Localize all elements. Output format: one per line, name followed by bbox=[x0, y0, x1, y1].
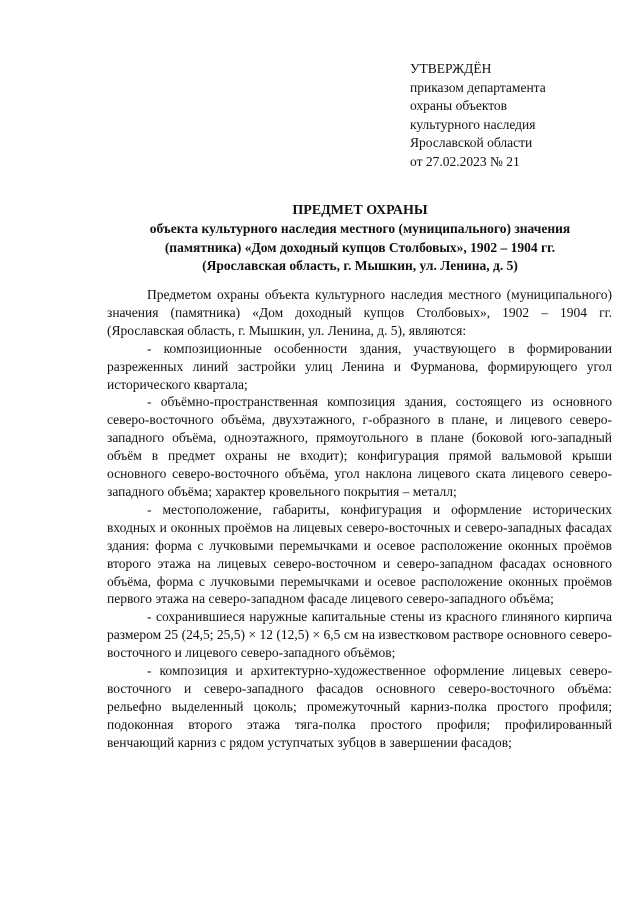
title-line: (Ярославская область, г. Мышкин, ул. Ленина, д. 5) bbox=[202, 257, 518, 273]
title-line: объекта культурного наследия местного (муниципального) значения bbox=[149, 221, 571, 237]
approval-line: Ярославской области bbox=[410, 135, 533, 150]
title-heading: ПРЕДМЕТ ОХРАНЫ bbox=[292, 203, 428, 218]
intro-paragraph: Предметом охраны объекта культурного наследия местного (муниципального) значения (памятника) «Дом доходный купцов Столбовых», 1902 – 1904 гг. (Ярославская область, г. Мышкин, ул. Ленина, д. 5), являются: bbox=[107, 287, 612, 338]
list-item: - композиция и архитектурно-художественное оформление лицевых северо-восточного и северо-западного фасадов основного северо-восточного объёма: рельефно выделенный цоколь; промежуточный карниз-полка простого профиля; подоконная второго этажа тяга-полка простого профиля; профилированный венчающий карниз с рядом уступчатых зубцов в завершении фасадов; bbox=[107, 663, 612, 750]
document-body bbox=[107, 286, 612, 752]
list-item: - местоположение, габариты, конфигурация и оформление исторических входных и оконных проёмов на лицевых северо-восточных и северо-западных фасадах здания: форма с лучковыми перемычками и осевое расположение оконных проёмов второго этажа на лицевых северо-восточном и северо-западном фасадах основного объёма, форма с лучковыми перемычками и осевое расположение оконных проёмов первого этажа на северо-западном фасаде лицевого северо-западного объёма; bbox=[107, 501, 612, 607]
list-item: - композиционные особенности здания, участвующего в формировании разреженных линий застройки улиц Ленина и Фурманова, формирующего угол исторического квартала; bbox=[107, 340, 612, 392]
document-title bbox=[100, 202, 620, 275]
approval-line: приказом департамента bbox=[410, 79, 546, 95]
list-item: - объёмно-пространственная композиция здания, состоящего из основного северо-восточного объёма, двухэтажного, г-образного в плане, и лицевого северо-западного объёма, одноэтажного, прямоугольного в плане (боковой юго-западный объём в предмет охраны не входит); конфигурация прямой вальмовой крыши основного северо-восточного объёма, угол наклона лицевого ската лицевого северо-западного объёма; характер кровельного покрытия – металл; bbox=[107, 394, 612, 499]
approval-stamp bbox=[410, 60, 610, 171]
approval-line: от 27.02.2023 № 21 bbox=[410, 153, 520, 169]
approval-line: культурного наследия bbox=[410, 116, 536, 132]
title-line: (памятника) «Дом доходный купцов Столбовых», 1902 – 1904 гг. bbox=[164, 239, 556, 255]
approval-line: охраны объектов bbox=[410, 98, 508, 113]
approval-line: УТВЕРЖДЁН bbox=[410, 61, 492, 76]
list-item: - сохранившиеся наружные капитальные стены из красного глиняного кирпича размером 25 (24,5; 25,5) × 12 (12,5) × 6,5 см на известковом растворе основного северо-восточного и лицевого северо-западного объёмов; bbox=[107, 609, 612, 661]
